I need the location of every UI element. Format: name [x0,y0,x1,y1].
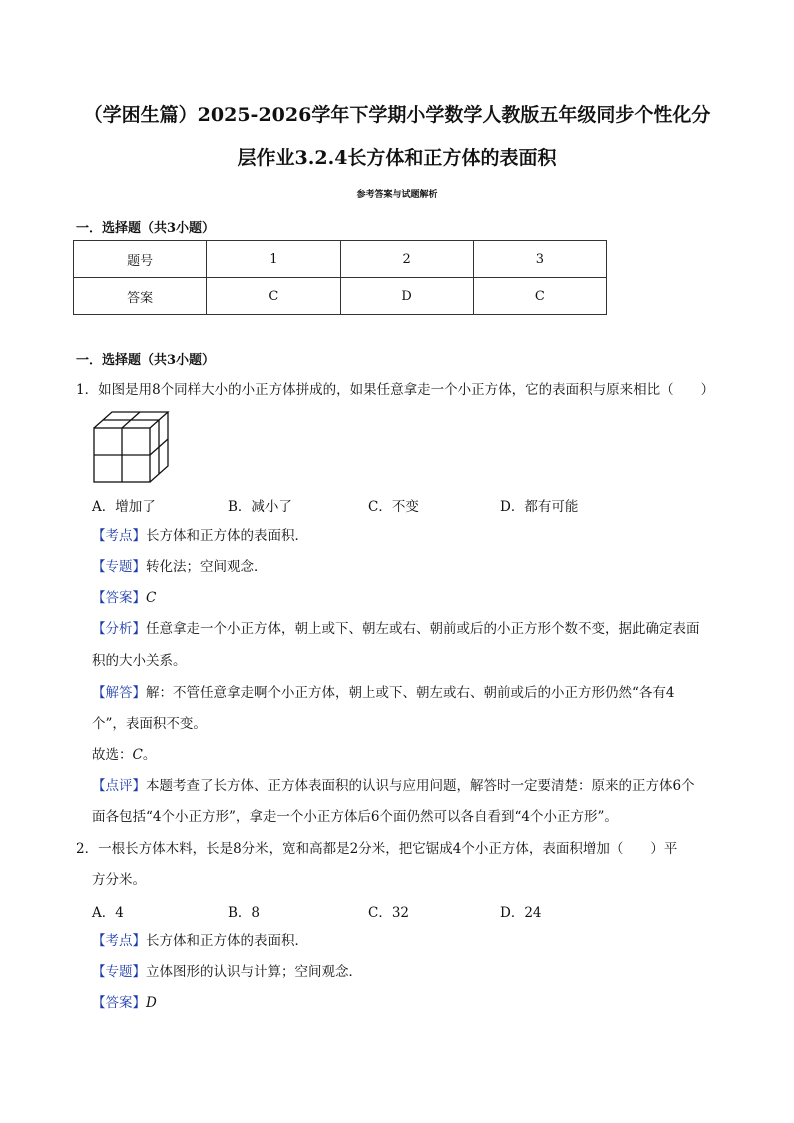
q1-kaodian [92,527,308,545]
q1-jieda-line1 [92,684,675,702]
q2-option-d: D．24 [500,905,542,921]
table-cell: C [473,278,606,315]
q1-fenxi-line2: 积的大小关系。 [92,653,187,669]
q1-option-d: D．都有可能 [500,499,579,515]
q2-daan [92,994,157,1012]
zhuanti-text: 立体图形的认识与计算；空间观念． [146,964,362,980]
table-cell: 3 [473,241,606,278]
jieda-text: 解：不管任意拿走啊个小正方体，朝上或下、朝左或右、朝前或后的小正方形仍然“各有4 [146,685,675,701]
kaodian-text: 长方体和正方体的表面积． [146,528,308,544]
q1-guxuan [92,746,156,764]
daan-tag: 【答案】 [92,995,146,1011]
q1-dianping-line2: 面各包括“4个小正方形”，拿走一个小正方体后6个面仍然可以各自看到“4个小正方形”。 [92,809,618,825]
q1-jieda-line2: 个”，表面积不变。 [92,716,207,732]
table-row [74,241,607,278]
document-title-line2: 层作业3.2.4长方体和正方体的表面积 [237,147,557,169]
answer-table [73,240,607,315]
table-cell: C [207,278,340,315]
section-heading-answers: 一．选择题（共3小题） [76,221,216,236]
table-row-label: 题号 [74,241,207,278]
kaodian-tag: 【考点】 [92,933,146,949]
q2-option-a: A．4 [92,905,124,921]
q2-stem-line2: 方分米。 [92,872,146,888]
kaodian-text: 长方体和正方体的表面积． [146,933,308,949]
guxuan-answer: C [132,747,143,763]
q1-zhuanti [92,558,268,576]
jieda-tag: 【解答】 [92,685,146,701]
fenxi-text: 任意拿走一个小正方体，朝上或下、朝左或右、朝前或后的小正方形个数不变，据此确定表面 [146,621,700,637]
dianping-tag: 【点评】 [92,778,146,794]
table-cell: D [340,278,473,315]
kaodian-tag: 【考点】 [92,528,146,544]
q2-zhuanti [92,963,362,981]
document-title-line1: （学困生篇）2025-2026学年下学期小学数学人教版五年级同步个性化分 [83,104,711,126]
daan-text: D [146,995,157,1011]
table-cell: 1 [207,241,340,278]
guxuan-prefix: 故选： [92,747,133,763]
q1-dianping-line1 [92,777,695,795]
zhuanti-tag: 【专题】 [92,964,146,980]
table-row-label: 答案 [74,278,207,315]
daan-text: C [146,590,157,606]
document-subtitle: 参考答案与试题解析 [356,190,438,200]
q1-stem: 1．如图是用8个同样大小的小正方体拼成的，如果任意拿走一个小正方体，它的表面积与原来相比（ ） [76,382,715,398]
q1-option-a: A．增加了 [92,499,156,515]
q1-daan [92,589,156,607]
zhuanti-text: 转化法；空间观念． [146,559,268,575]
daan-tag: 【答案】 [92,590,146,606]
guxuan-suffix: 。 [142,747,157,763]
q2-kaodian [92,932,308,950]
section-heading-questions: 一．选择题（共3小题） [76,353,216,368]
dianping-text: 本题考查了长方体、正方体表面积的认识与应用问题，解答时一定要清楚：原来的正方体6个 [146,778,695,794]
q2-stem-line1: 2．一根长方体木料，长是8分米，宽和高都是2分米，把它锯成4个小正方体，表面积增加（ ）平 [76,841,678,857]
q1-option-b: B．减小了 [228,499,292,515]
q2-option-b: B．8 [228,905,261,921]
cube-figure [92,410,170,484]
table-cell: 2 [340,241,473,278]
q1-option-c: C．不变 [368,499,419,515]
q2-option-c: C．32 [368,905,410,921]
q1-fenxi-line1 [92,620,700,638]
fenxi-tag: 【分析】 [92,621,146,637]
zhuanti-tag: 【专题】 [92,559,146,575]
table-row [74,278,607,315]
